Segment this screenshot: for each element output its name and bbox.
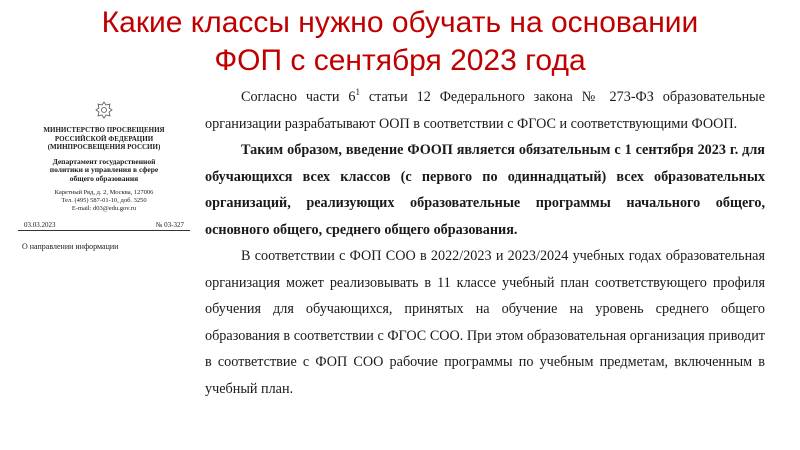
paragraph-2: Таким образом, введение ФООП является обязательным с 1 сентября 2023 г. для обучающихся всех классов (с первого по одиннадцатый) всех образовательных организаций, реализующих образовательные программы начального общего, основного общего, среднего общего образования. <box>205 142 765 238</box>
document-body <box>205 84 765 402</box>
document-reference <box>18 221 190 231</box>
slide-title <box>40 4 760 80</box>
ministry-address: Каретный Ряд, д. 2, Москва, 127006 <box>54 189 154 196</box>
paragraph-1: Согласно части $6^1$ статьи 12 Федерального закона № 273-ФЗ образовательные организации разрабатывают ООП в соответствии с ФГОС и соответствующими ФООП. <box>205 87 765 132</box>
paragraph-3: В соответствии с ФОП СОО в 2022/2023 и 2023/2024 учебных годах образовательная организация может реализовывать в 11 классе учебный план соответствующего профиля обучения для обучающихся, принятых на обучение на уровень среднего общего образования в соответствии с ФГОС СОО. При этом образовательная организация приводит в соответствие с ФОП СОО рабочие программы по учебным предметам, включенным в учебный план. <box>205 248 765 397</box>
document-number: № 03-327 <box>155 221 184 229</box>
ministry-email: E-mail: d03@edu.gov.ru <box>71 205 137 212</box>
ministry-contacts <box>18 189 190 213</box>
department-name: Департамент государственной политики и управления в сфере общего образования <box>49 156 159 183</box>
slide-title-line2: ФОП с сентября 2023 года <box>214 44 586 77</box>
letterhead <box>18 100 190 251</box>
slide-title-line1: Какие классы нужно обучать на основании <box>101 6 699 39</box>
ministry-name: МИНИСТЕРСТВО ПРОСВЕЩЕНИЯ РОССИЙСКОЙ ФЕДЕРАЦИИ <box>43 126 165 143</box>
document-subject: О направлении информации <box>22 241 119 251</box>
document-date: 03.03.2023 <box>24 221 56 229</box>
ministry-phone: Тел. (495) 587-01-10, доб. 3250 <box>61 197 147 204</box>
ministry-short-name: (МИНПРОСВЕЩЕНИЯ РОССИИ) <box>47 143 161 151</box>
coat-of-arms-icon <box>94 100 114 120</box>
